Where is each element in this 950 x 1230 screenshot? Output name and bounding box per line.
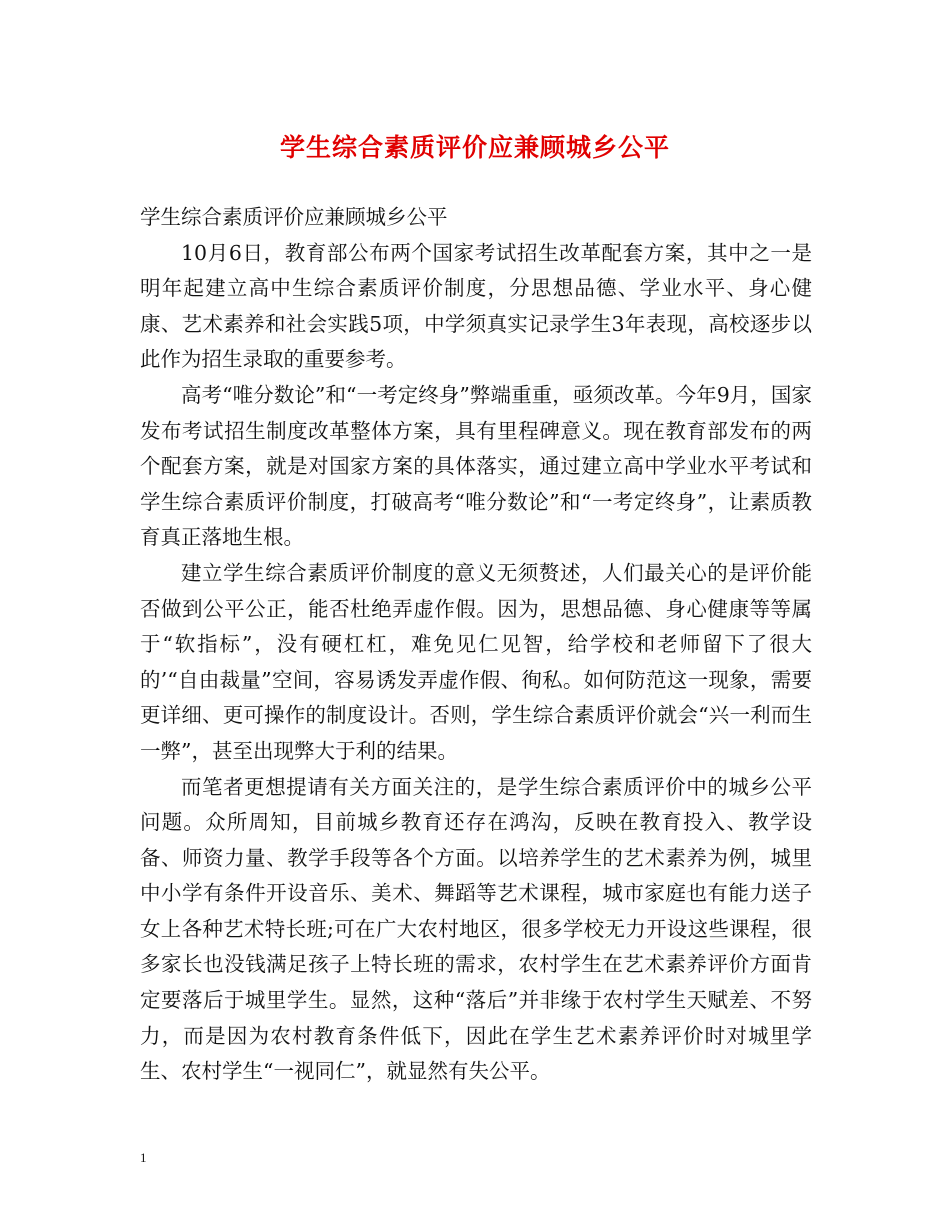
paragraph-3: 建立学生综合素质评价制度的意义无须赘述，人们最关心的是评价能否做到公平公正，能否杜绝弄虚作假。因为，思想品德、身心健康等等属于“软指标”，没有硬杠杠，难免见仁见智，给学校和老师留下了很大的’“自由裁量”空间，容易诱发弄虚作假、徇私。如何防范这一现象，需要更详细、更可操作的制度设计。否则，学生综合素质评价就会“兴一利而生一弊”，甚至出现弊大于利的结果。 <box>140 560 812 763</box>
page-number: 1 <box>140 1150 147 1165</box>
document-subtitle: 学生综合素质评价应兼顾城乡公平 <box>140 205 448 229</box>
document-title: 学生综合素质评价应兼顾城乡公平 <box>279 133 670 162</box>
paragraph-2: 高考“唯分数论”和“一考定终身”弊端重重，亟须改革。今年9月，国家发布考试招生制度改革整体方案，具有里程碑意义。现在教育部发布的两个配套方案，就是对国家方案的具体落实，通过建立高中学业水平考试和学生综合素质评价制度，打破高考“唯分数论”和“一考定终身”，让素质教育真正落地生根。 <box>140 382 812 550</box>
document-body <box>140 200 812 1090</box>
paragraph-1: 10月6日，教育部公布两个国家考试招生改革配套方案，其中之一是明年起建立高中生综合素质评价制度，分思想品德、学业水平、身心健康、艺术素养和社会实践5项，中学须真实记录学生3年表现，高校逐步以此作为招生录取的重要参考。 <box>140 240 812 372</box>
paragraph-4: 而笔者更想提请有关方面关注的，是学生综合素质评价中的城乡公平问题。众所周知，目前城乡教育还存在鸿沟，反映在教育投入、教学设备、师资力量、教学手段等各个方面。以培养学生的艺术素养为例，城里中小学有条件开设音乐、美术、舞蹈等艺术课程，城市家庭也有能力送子女上各种艺术特长班;可在广大农村地区，很多学校无力开设这些课程，很多家长也没钱满足孩子上特长班的需求，农村学生在艺术素养评价方面肯定要落后于城里学生。显然，这种“落后”并非缘于农村学生天赋差、不努力，而是因为农村教育条件低下，因此在学生艺术素养评价时对城里学生、农村学生“一视同仁”，就显然有失公平。 <box>140 774 812 1084</box>
